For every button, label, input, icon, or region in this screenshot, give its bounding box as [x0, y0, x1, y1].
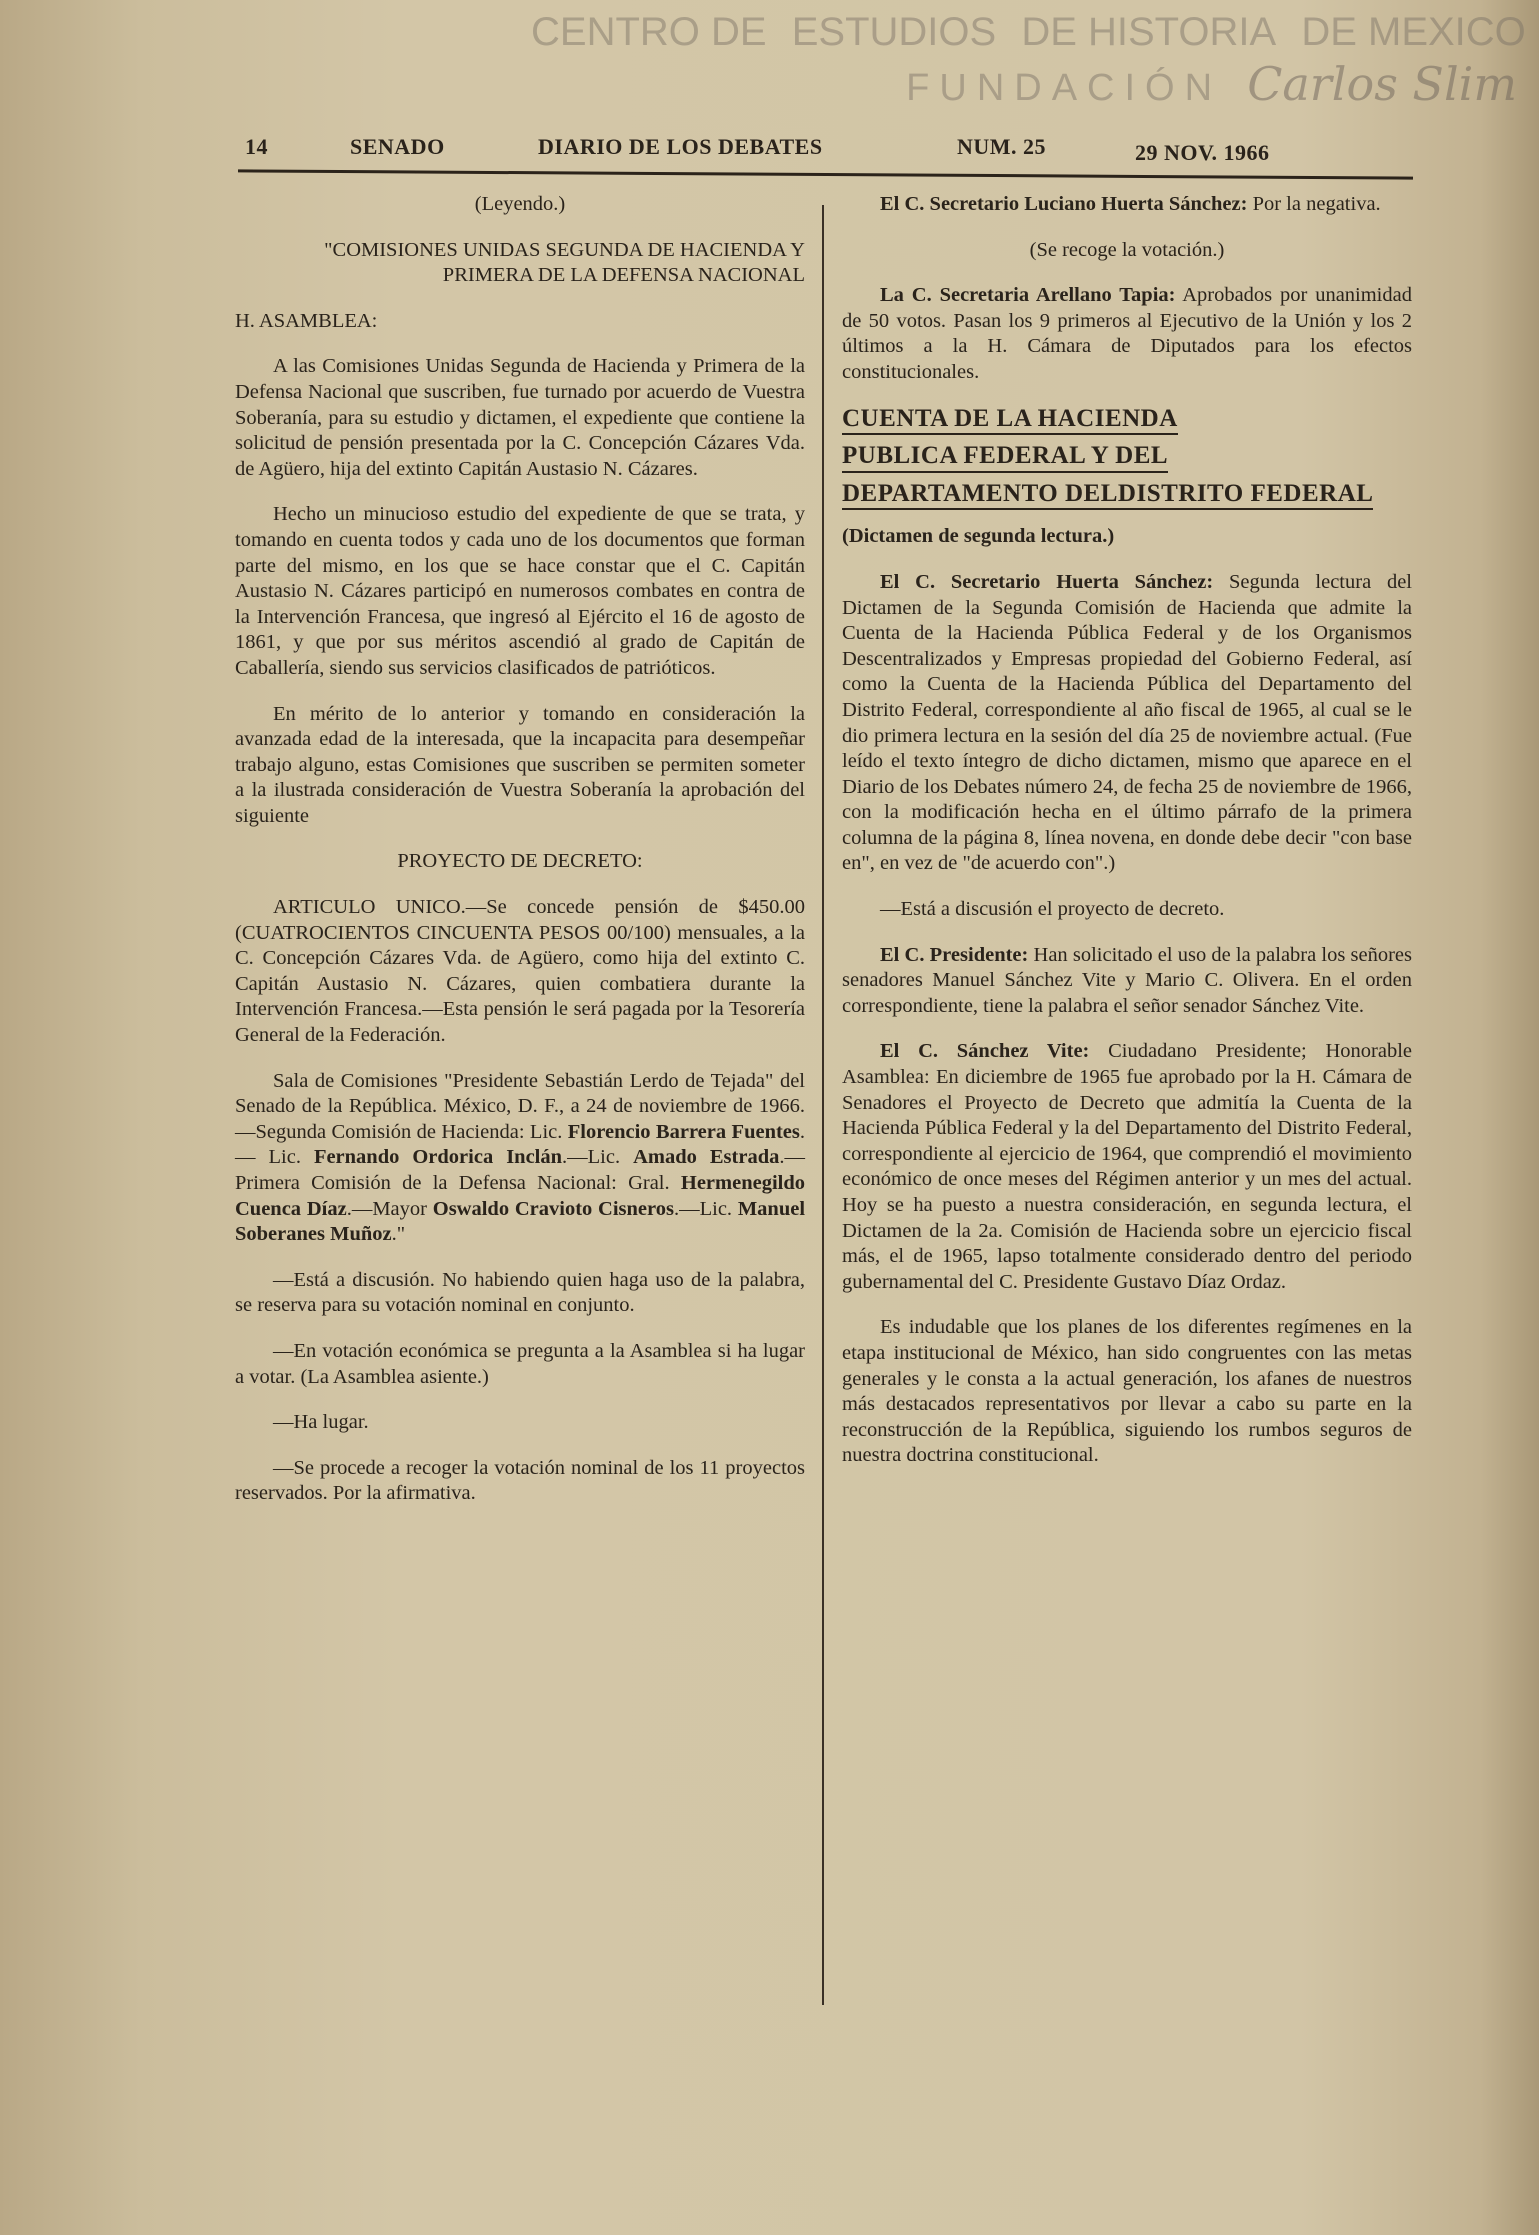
page-number: 14 [245, 134, 268, 159]
bold-text: Fernando Ordorica Inclán [313, 1146, 563, 1169]
bold-text: El C. Secretario Huerta Sánchez: [880, 570, 1214, 593]
chamber-name: SENADO [350, 134, 445, 159]
text: —Ha lugar. [273, 1411, 369, 1434]
issue-date: 29 NOV. 1966 [1135, 140, 1270, 165]
bold-text: El C. Presidente: [880, 943, 1029, 966]
paragraph [842, 238, 1412, 264]
paragraph [235, 354, 805, 482]
left-column [235, 192, 805, 1527]
paragraph [842, 1039, 1412, 1295]
text: —En votación económica se pregunta a la Asamblea si ha lugar a votar. (La Asamblea asiente.) [235, 1339, 805, 1388]
watermark-institution [517, 6, 1526, 58]
section-heading-line: PUBLICA FEDERAL Y DEL [842, 443, 1168, 473]
text: Segunda lectura del Dictamen de la Segunda Comisión de Hacienda que admite la Cuenta de la Hacienda Pública Federal y de los Organismos Descentralizados y Empresas propiedad del Gobierno Federal, así como la Cuenta de la Hacienda Pública del Departamento del Distrito Federal, correspondiente al año fiscal de 1965, al cual se le dio primera lectura en la sesión del día 25 de noviembre actual. (Fue leído el texto íntegro de dicho dictamen, mismo que aparece en el Diario de los Debates número 24, de fecha 25 de noviembre de 1966, con la modificación hecha en el último párrafo de la primera columna de la página 8, línea novena, en donde debe decir "con base en", en vez de "de acuerdo con".) [842, 570, 1412, 875]
paragraph [842, 570, 1412, 877]
paragraph [235, 702, 805, 830]
text: A las Comisiones Unidas Segunda de Hacienda y Primera de la Defensa Nacional que suscriben, fue turnado por acuerdo de Vuestra Soberanía, para su estudio y dictamen, el expediente que contiene la solicitud de pensión presentada por la C. Concepción Cázares Vda. de Agüero, hija del extinto Capitán Austasio N. Cázares. [235, 355, 805, 480]
watermark-line: DE MEXICO [1301, 10, 1526, 54]
watermark [517, 6, 1526, 126]
text: .— Lic. [235, 1120, 805, 1169]
text: Por la negativa. [1247, 193, 1381, 215]
paragraph [842, 192, 1412, 218]
paragraph [842, 283, 1412, 385]
text: .—Lic. [673, 1197, 738, 1220]
section-heading-line: DISTRITO FEDERAL [1118, 481, 1374, 511]
paragraph [235, 895, 805, 1049]
text: .—Mayor [346, 1197, 433, 1220]
text: "COMISIONES UNIDAS SEGUNDA DE HACIENDA Y PRIMERA DE LA DEFENSA NACIONAL [324, 238, 805, 287]
section-heading [842, 406, 1412, 519]
watermark-foundation: FUNDACIÓN [906, 67, 1223, 109]
text: PROYECTO DE DECRETO: [397, 850, 643, 873]
paragraph [235, 192, 805, 218]
paragraph [842, 524, 1412, 550]
watermark-foundation-row [517, 58, 1517, 114]
bold-text: El C. Secretario Luciano Huerta Sánchez: [880, 193, 1248, 215]
text: (Leyendo.) [474, 193, 566, 215]
watermark-signature: Carlos Slim [1247, 57, 1517, 111]
text: H. ASAMBLEA: [235, 309, 378, 332]
text: En mérito de lo anterior y tomando en consideración la avanzada edad de la interesada, que la incapacita para desempeñar trabajo alguno, estas Comisiones que suscriben se permiten someter a la ilustrada consideración de Vuestra Soberanía la aprobación del siguiente [235, 702, 805, 827]
right-column [842, 192, 1412, 1489]
paragraph [842, 943, 1412, 1020]
paragraph [235, 1410, 805, 1436]
text: —Se procede a recoger la votación nominal de los 11 proyectos reservados. Por la afirmativa. [235, 1456, 805, 1505]
paragraph [235, 1339, 805, 1390]
bold-text: Manuel Soberanes Muñoz [235, 1197, 806, 1246]
bold-text: Florencio Barrera Fuentes [567, 1120, 800, 1143]
bold-text: Oswaldo Cravioto Cisneros [432, 1197, 674, 1220]
text: Hecho un minucioso estudio del expediente de que se trata, y tomando en cuenta todos y cada uno de los documentos que forman parte del mismo, en los que se hace constar que el C. Capitán Austasio N. Cázares participó en numerosos combates en contra de la Intervención Francesa, que ingresó al Ejército el 16 de agosto de 1861, y que por sus méritos ascendió al grado de Capitán de Caballería, siendo sus servicios clasificados de patrióticos. [235, 503, 805, 679]
paragraph [235, 1456, 805, 1507]
bold-text: El C. Sánchez Vite: [880, 1040, 1090, 1063]
text: Sala de Comisiones "Presidente Sebastián Lerdo de Tejada" del Senado de la República. México, D. F., a 24 de noviembre de 1966.—Segunda Comisión de Hacienda: Lic. [235, 1069, 805, 1143]
section-heading-line: CUENTA DE LA HACIENDA [842, 406, 1178, 436]
text: Es indudable que los planes de los diferentes regímenes en la etapa institucional de México, han sido congruentes con las metas generales y le consta a la actual generación, los afanes de nuestros más destacados representativos por llevar a cabo su parte en la reconstrucción de la República, siguiendo los rumbos seguros de nuestra doctrina constitucional. [842, 1316, 1412, 1467]
paragraph [235, 1069, 805, 1248]
text: —Está a discusión el proyecto de decreto. [880, 898, 1225, 921]
paragraph [235, 1268, 805, 1319]
paragraph [235, 849, 805, 875]
text: Ciudadano Presidente; Honorable Asamblea: En diciembre de 1965 fue aprobado por la H. Cámara de Senadores el Proyecto de Decreto que admitía la Cuenta de la Hacienda Pública Federal y la del Departamento del Distrito Federal, correspondiente al ejercicio de 1964, que comprendió el movimiento económico de once meses del Régimen anterior y un mes del actual. Hoy se ha puesto a nuestra consideración, en segunda lectura, el Dictamen de la 2a. Comisión de Hacienda sobre un ejercicio fiscal más, el de 1965, lapso totalmente considerado dentro del periodo gubernamental del C. Presidente Gustavo Díaz Ordaz. [842, 1040, 1413, 1293]
text: .—Lic. [562, 1146, 634, 1169]
paragraph [235, 238, 805, 289]
watermark-line: ESTUDIOS [791, 10, 997, 54]
watermark-line: DE HISTORIA [1021, 10, 1277, 54]
text: ." [391, 1223, 406, 1246]
bold-text: Amado Estrada [633, 1146, 780, 1169]
text: (Se recoge la votación.) [1029, 238, 1225, 261]
text: Han solicitado el uso de la palabra los señores senadores Manuel Sánchez Vite y Mario C. Olivera. En el orden correspondiente, tiene la palabra el señor senador Sánchez Vite. [842, 943, 1412, 1017]
watermark-line: CENTRO DE [531, 10, 767, 54]
text: .—Primera Comisión de la Defensa Nacional: Gral. [235, 1146, 805, 1194]
paragraph [235, 309, 805, 335]
column-divider [822, 205, 824, 2005]
section-heading-line: DEPARTAMENTO DEL [842, 481, 1118, 511]
issue-number: NUM. 25 [957, 134, 1047, 159]
bold-text: Hermenegildo Cuenca Díaz [235, 1172, 805, 1220]
paragraph [235, 502, 805, 681]
text: ARTICULO UNICO.—Se concede pensión de $450.00 (CUATROCIENTOS CINCUENTA PESOS 00/100) mensuales, a la C. Concepción Cázares Vda. de Agüero, como hija del extinto C. Capitán Austasio N. Cázares, quien combatiera durante la Intervención Francesa.—Esta pensión le será pagada por la Tesorería General de la Federación. [235, 896, 805, 1047]
paragraph [842, 897, 1412, 923]
bold-text: (Dictamen de segunda lectura.) [842, 525, 1115, 548]
text: —Está a discusión. No habiendo quien haga uso de la palabra, se reserva para su votación nominal en conjunto. [235, 1268, 805, 1317]
page-header [245, 134, 1335, 174]
bold-text: La C. Secretaria Arellano Tapia: [880, 284, 1176, 307]
text: Aprobados por unanimidad de 50 votos. Pasan los 9 primeros al Ejecutivo de la Unión y los 2 últimos a la H. Cámara de Diputados para los efectos constitucionales. [842, 284, 1412, 383]
publication-title: DIARIO DE LOS DEBATES [538, 134, 823, 159]
paragraph [842, 1315, 1412, 1469]
